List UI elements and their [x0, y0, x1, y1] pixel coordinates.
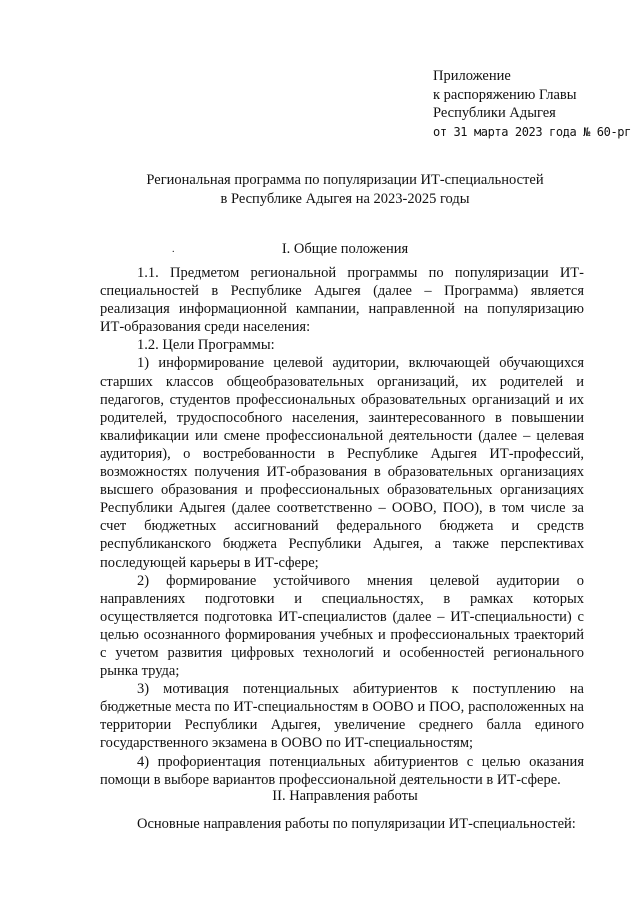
section-heading: I. Общие положения: [281, 241, 409, 257]
paragraph: 4) профориентация потенциальных абитуриентов с целью оказания помощи в выборе вариантов профессиональной деятельности в ИТ-сфере.: [100, 753, 584, 788]
appendix-block: [433, 67, 631, 141]
section-heading: II. Направления работы: [272, 788, 418, 804]
appendix-date-line: от 31 марта 2023 года № 60-рг: [433, 124, 631, 139]
appendix-line: Республики Адыгея: [433, 105, 556, 122]
paragraph: 1) информирование целевой аудитории, включающей обучающихся старших классов общеобразовательных организаций, их родителей и педагогов, студентов профессиональных образовательных организаций и их родителей, трудоспособного населения, заинтересованного в повышении квалификации или смене профессиональной деятельности (далее – целевая аудитория), о востребованности в Республике Адыгея ИТ-профессий, возможностях получения ИТ-образования в образовательных организациях высшего образования и профессиональных образовательных организациях Республики Адыгея (далее соответственно – ООВО, ПОО), в том числе за счет бюджетных ассигнований федерального бюджета и средств республиканского бюджета Республики Адыгея, а также перспективах последующей карьеры в ИТ-сфере;: [100, 355, 584, 571]
paragraph: Основные направления работы по популяризации ИТ-специальностей:: [137, 816, 576, 832]
appendix-line: Приложение: [433, 68, 511, 84]
paragraph: 3) мотивация потенциальных абитуриентов к поступлению на бюджетные места по ИТ-специальностям в ООВО и ПОО, расположенных на территории Республики Адыгея, увеличение среднего балла единого государственного экзамена в ООВО по ИТ-специальностям;: [100, 681, 584, 752]
title-line: Региональная программа по популяризации ИТ-специальностей: [146, 172, 544, 188]
section-body: [100, 264, 584, 789]
appendix-line: к распоряжению Главы: [433, 86, 577, 103]
paragraph: 1.1. Предметом региональной программы по популяризации ИТ-специальностей в Республике Адыгея (далее – Программа) является реализация информационной кампании, направленной на популяризацию ИТ-образования среди населения:: [100, 265, 584, 336]
document-title: [100, 171, 590, 209]
title-line: в Республике Адыгея на 2023-2025 годы: [220, 191, 470, 207]
paragraph: 1.2. Цели Программы:: [137, 337, 275, 354]
paragraph: 2) формирование устойчивого мнения целевой аудитории о направлениях подготовки и специальностях, в рамках которых осуществляется подготовка ИТ-специалистов (далее – ИТ-специальности) с целью осознанного формирования учебных и профессиональных траекторий с учетом развития цифровых технологий и особенностей регионального рынка труда;: [100, 572, 584, 680]
stray-dot-mark: .: [172, 244, 175, 255]
